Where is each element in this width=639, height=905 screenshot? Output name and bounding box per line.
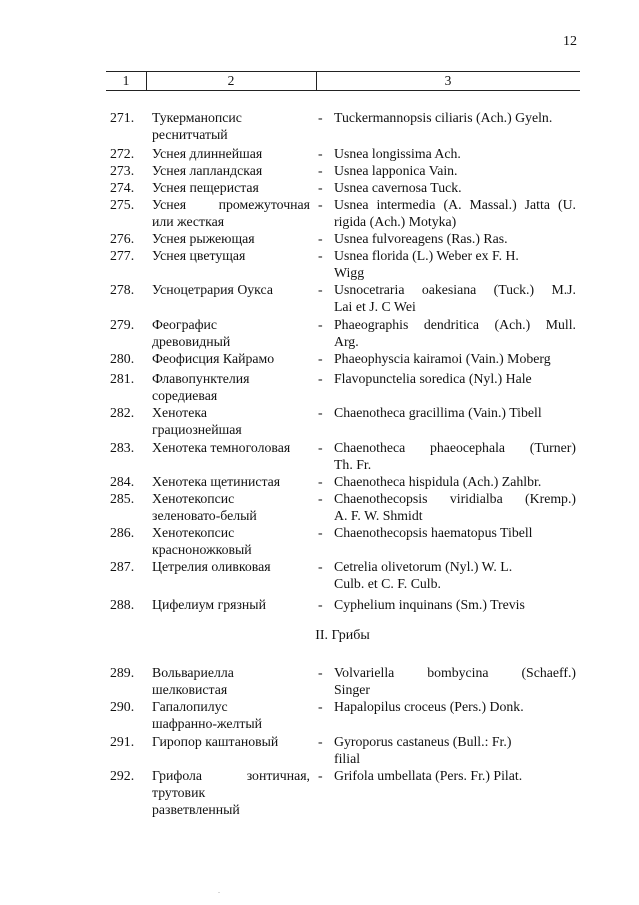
- russian-name-line: реснитчатый: [152, 127, 228, 142]
- item-number: 281.: [110, 371, 135, 386]
- latin-name-line: Chaenothecopsis haematopus Tibell: [334, 525, 533, 540]
- latin-name-line: Chaenothecopsis viridialba (Kremp.): [334, 491, 576, 506]
- latin-name-line: Phaeophyscia kairamoi (Vain.) Moberg: [334, 351, 551, 366]
- latin-name-line: Usnea lapponica Vain.: [334, 163, 458, 178]
- russian-name: [152, 162, 310, 179]
- latin-name-line: Usnea intermedia (A. Massal.) Jatta (U.: [334, 197, 576, 212]
- item-number: 287.: [110, 559, 135, 574]
- latin-name: [334, 109, 576, 126]
- latin-name-line: Chaenotheca gracillima (Vain.) Tibell: [334, 405, 542, 420]
- russian-name: [152, 664, 310, 698]
- item-number: 291.: [110, 734, 135, 749]
- item-number: 273.: [110, 163, 135, 178]
- latin-name: [334, 767, 576, 784]
- russian-name: [152, 196, 310, 230]
- item-number: 274.: [110, 180, 135, 195]
- latin-name-line: Usnea fulvoreagens (Ras.) Ras.: [334, 231, 508, 246]
- latin-name-line: Phaeographis dendritica (Ach.) Mull.: [334, 317, 576, 332]
- russian-name-line: или жесткая: [152, 214, 225, 229]
- russian-name-line: Цифелиум грязный: [152, 597, 266, 612]
- russian-name-line: Грифола зонтичная,: [152, 768, 310, 783]
- russian-name-line: Хенотека темноголовая: [152, 440, 291, 455]
- item-number: 271.: [110, 110, 135, 125]
- latin-name: [334, 473, 576, 490]
- item-number: 280.: [110, 351, 135, 366]
- item-number: 286.: [110, 525, 135, 540]
- dash-separator: -: [318, 665, 323, 680]
- latin-name: [334, 596, 576, 613]
- latin-name: [334, 698, 576, 715]
- latin-name: [334, 230, 576, 247]
- dash-separator: -: [318, 197, 323, 212]
- latin-name: [334, 247, 576, 281]
- latin-name-line: Grifola umbellata (Pers. Fr.) Pilat.: [334, 768, 523, 783]
- russian-name-line: Цетрелия оливковая: [152, 559, 271, 574]
- russian-name: [152, 596, 310, 613]
- russian-name: [152, 733, 310, 750]
- russian-name-line: Уснея рыжеющая: [152, 231, 255, 246]
- latin-name: [334, 664, 576, 698]
- latin-name-line: Usnea longissima Ach.: [334, 146, 461, 161]
- russian-name: [152, 350, 310, 367]
- latin-name-line: Th. Fr.: [334, 457, 372, 472]
- russian-name-line: древовидный: [152, 334, 231, 349]
- russian-name-line: Феографис: [152, 317, 218, 332]
- dash-separator: -: [318, 405, 323, 420]
- item-number: 285.: [110, 491, 135, 506]
- latin-name-line: Chaenotheca phaeocephala (Turner): [334, 440, 576, 455]
- latin-name: [334, 733, 576, 767]
- latin-name-line: A. F. W. Shmidt: [334, 508, 423, 523]
- russian-name-line: Флавопунктелия: [152, 371, 250, 386]
- item-number: 276.: [110, 231, 135, 246]
- latin-name: [334, 162, 576, 179]
- latin-name-line: rigida (Ach.) Motyka): [334, 214, 457, 229]
- latin-name-line: Hapalopilus croceus (Pers.) Donk.: [334, 699, 524, 714]
- russian-name-line: шафранно-желтый: [152, 716, 263, 731]
- item-number: 289.: [110, 665, 135, 680]
- dash-separator: -: [318, 282, 323, 297]
- russian-name-line: Уснея цветущая: [152, 248, 246, 263]
- dash-separator: -: [318, 146, 323, 161]
- latin-name-line: Cetrelia olivetorum (Nyl.) W. L.: [334, 559, 513, 574]
- latin-name-line: Arg.: [334, 334, 359, 349]
- latin-name: [334, 145, 576, 162]
- item-number: 275.: [110, 197, 135, 212]
- russian-name: [152, 404, 310, 438]
- latin-name-line: Usnocetraria oakesiana (Tuck.) M.J.: [334, 282, 576, 297]
- russian-name: [152, 145, 310, 162]
- latin-name: [334, 196, 576, 230]
- russian-name: [152, 230, 310, 247]
- russian-name: [152, 473, 310, 490]
- latin-name-line: Chaenotheca hispidula (Ach.) Zahlbr.: [334, 474, 542, 489]
- latin-name-line: Volvariella bombycina (Schaeff.): [334, 665, 576, 680]
- latin-name: [334, 490, 576, 524]
- russian-name: [152, 767, 310, 818]
- russian-name: [152, 558, 310, 575]
- russian-name-line: Вольвариелла: [152, 665, 234, 680]
- russian-name-line: Хенотека щетинистая: [152, 474, 281, 489]
- russian-name: [152, 179, 310, 196]
- section-title-text: II. Грибы: [315, 628, 370, 643]
- russian-name-line: Хенотекопсис: [152, 491, 235, 506]
- latin-name: [334, 524, 576, 541]
- dash-separator: -: [318, 317, 323, 332]
- dash-separator: -: [318, 559, 323, 574]
- russian-name-line: грациознейшая: [152, 422, 242, 437]
- dash-separator: -: [318, 734, 323, 749]
- russian-name-line: Уснея промежуточная: [152, 197, 310, 212]
- latin-name: [334, 316, 576, 350]
- item-number: 283.: [110, 440, 135, 455]
- latin-name: [334, 439, 576, 473]
- russian-name: [152, 698, 310, 732]
- russian-name: [152, 247, 310, 264]
- russian-name-line: Усноцетрария Оукса: [152, 282, 273, 297]
- latin-name-line: Flavopunctelia soredica (Nyl.) Hale: [334, 371, 532, 386]
- russian-name: [152, 281, 310, 298]
- russian-name: [152, 490, 310, 524]
- dash-separator: -: [318, 248, 323, 263]
- russian-name: [152, 316, 310, 350]
- russian-name-line: Гапалопилус: [152, 699, 228, 714]
- column-header-number: 1: [106, 72, 147, 90]
- latin-name: [334, 350, 576, 367]
- column-header-latin-name: 3: [444, 73, 452, 88]
- item-number: 279.: [110, 317, 135, 332]
- latin-name-line: filial: [334, 751, 361, 766]
- russian-name-line: Уснея лапландская: [152, 163, 263, 178]
- dash-separator: -: [318, 110, 323, 125]
- russian-name-line: соредиевая: [152, 388, 218, 403]
- latin-name: [334, 179, 576, 196]
- latin-name-line: Usnea cavernosa Tuck.: [334, 180, 462, 195]
- dash-separator: -: [318, 163, 323, 178]
- russian-name-line: зеленовато-белый: [152, 508, 257, 523]
- dash-separator: -: [318, 440, 323, 455]
- latin-name-line: Singer: [334, 682, 371, 697]
- dash-separator: -: [318, 371, 323, 386]
- latin-name: [334, 281, 576, 315]
- item-number: 277.: [110, 248, 135, 263]
- dash-separator: -: [318, 525, 323, 540]
- dash-separator: -: [318, 491, 323, 506]
- item-number: 284.: [110, 474, 135, 489]
- item-number: 278.: [110, 282, 135, 297]
- russian-name: [152, 439, 310, 456]
- latin-name-line: Culb. et C. F. Culb.: [334, 576, 441, 591]
- dash-separator: -: [318, 597, 323, 612]
- latin-name-line: Gyroporus castaneus (Bull.: Fr.): [334, 734, 512, 749]
- latin-name-line: Usnea florida (L.) Weber ex F. H.: [334, 248, 519, 263]
- russian-name: [152, 109, 310, 143]
- russian-name-line: шелковистая: [152, 682, 228, 697]
- item-number: 292.: [110, 768, 135, 783]
- item-number: 282.: [110, 405, 135, 420]
- column-header-row: [106, 71, 580, 91]
- russian-name-line: Гиропор каштановый: [152, 734, 279, 749]
- latin-name-line: Lai et J. C Wei: [334, 299, 416, 314]
- russian-name-line: трутовик: [152, 785, 206, 800]
- item-number: 272.: [110, 146, 135, 161]
- item-number: 288.: [110, 597, 135, 612]
- dash-separator: -: [318, 474, 323, 489]
- dash-separator: -: [318, 351, 323, 366]
- dash-separator: -: [318, 699, 323, 714]
- dash-separator: -: [318, 180, 323, 195]
- russian-name-line: красноножковый: [152, 542, 252, 557]
- russian-name-line: Хенотекопсис: [152, 525, 235, 540]
- latin-name-line: Wigg: [334, 265, 365, 280]
- column-header-russian-name: 2: [146, 72, 317, 90]
- dash-separator: -: [318, 768, 323, 783]
- page-number: 12: [563, 34, 577, 49]
- latin-name-line: Tuckermannopsis ciliaris (Ach.) Gyeln.: [334, 110, 553, 125]
- section-title: [0, 628, 639, 644]
- russian-name-line: Феофисция Кайрамо: [152, 351, 275, 366]
- russian-name-line: разветвленный: [152, 802, 240, 817]
- latin-name: [334, 404, 576, 421]
- russian-name: [152, 524, 310, 558]
- footer-mark: .: [218, 886, 220, 895]
- latin-name-line: Cyphelium inquinans (Sm.) Trevis: [334, 597, 525, 612]
- russian-name-line: Уснея длиннейшая: [152, 146, 263, 161]
- dash-separator: -: [318, 231, 323, 246]
- russian-name-line: Хенотека: [152, 405, 207, 420]
- latin-name: [334, 370, 576, 387]
- russian-name-line: Уснея пещеристая: [152, 180, 259, 195]
- item-number: 290.: [110, 699, 135, 714]
- russian-name: [152, 370, 310, 404]
- latin-name: [334, 558, 576, 592]
- russian-name-line: Тукерманопсис: [152, 110, 242, 125]
